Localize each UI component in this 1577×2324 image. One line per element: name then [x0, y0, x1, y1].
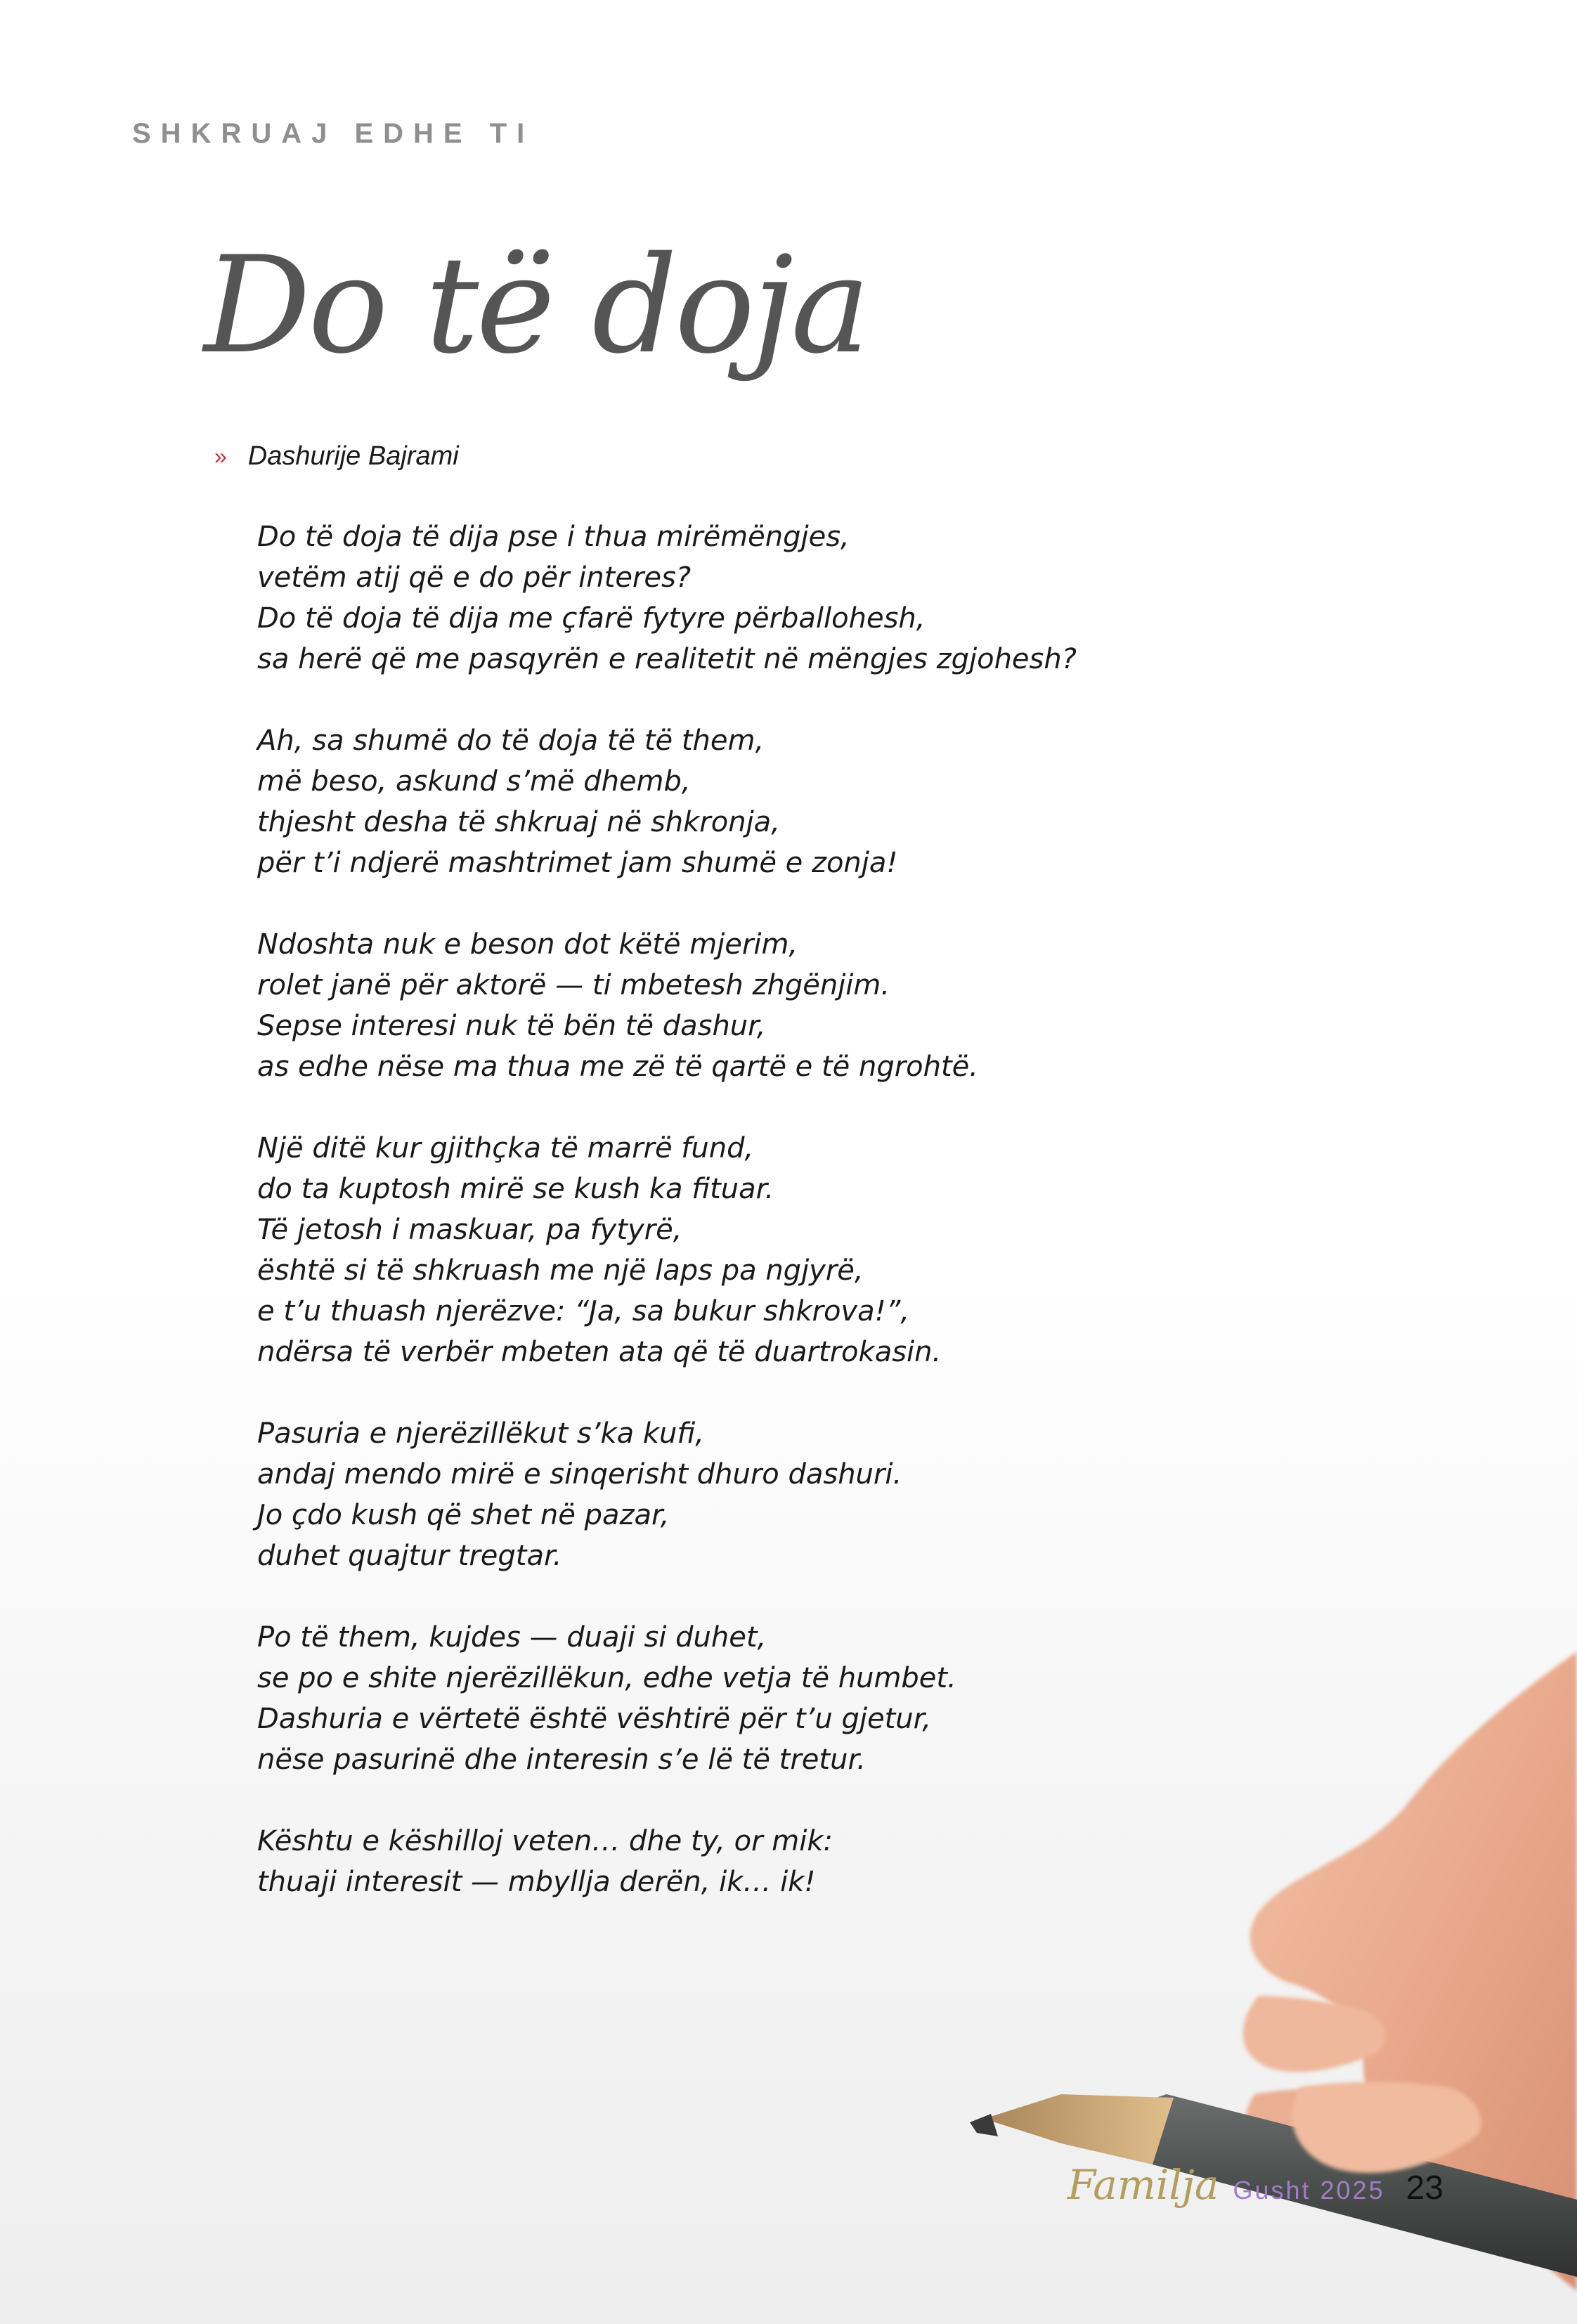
- poem-line: vetëm atij që e do për interes?: [257, 561, 692, 594]
- poem-line: sa herë që me pasqyrën e realitetit në mëngjes zgjohesh?: [257, 643, 1077, 675]
- poem-line: Sepse interesi nuk të bën të dashur,: [257, 1010, 766, 1042]
- poem-line: rolet janë për aktorë — ti mbetesh zhgënjim.: [257, 969, 890, 1001]
- author-name: Dashurije Bajrami: [247, 441, 459, 471]
- poem-title: Do të doja: [204, 228, 868, 383]
- byline-marker-icon: »: [214, 443, 227, 469]
- poem-line: duhet quajtur tregtar.: [257, 1540, 562, 1572]
- author-byline: [214, 441, 459, 472]
- stanza-5: [257, 1413, 1227, 1576]
- section-label: SHKRUAJ EDHE TI: [132, 118, 535, 149]
- poem-line: nëse pasurinë dhe interesin s’e lë të tretur.: [257, 1744, 866, 1776]
- poem-line: Ah, sa shumë do të doja të të them,: [257, 725, 765, 757]
- page-footer: [1067, 2161, 1443, 2209]
- poem-line: ndërsa të verbër mbeten ata që të duartrokasin.: [257, 1336, 942, 1368]
- stanza-3: [257, 924, 1227, 1087]
- issue-date: Gusht 2025: [1233, 2176, 1385, 2205]
- poem-line: Dashuria e vërtetë është vështirë për t’u gjetur,: [257, 1703, 932, 1735]
- poem-line: Një ditë kur gjithçka të marrë fund,: [257, 1132, 754, 1164]
- poem-line: është si të shkruash me një laps pa ngjyrë,: [257, 1254, 864, 1287]
- poem-line: thjesht desha të shkruaj në shkronja,: [257, 806, 780, 838]
- page-number: 23: [1406, 2169, 1443, 2207]
- poem-line: Të jetosh i maskuar, pa fytyrë,: [257, 1214, 682, 1246]
- poem-line: Jo çdo kush që shet në pazar,: [257, 1499, 670, 1531]
- poem-line: Pasuria e njerëzillëkut s’ka kufi,: [257, 1417, 704, 1450]
- poem-line: as edhe nëse ma thua me zë të qartë e të ngrohtë.: [257, 1051, 978, 1083]
- poem-line: Do të doja të dija me çfarë fytyre përballohesh,: [257, 602, 926, 635]
- poem-line: e t’u thuash njerëzve: “Ja, sa bukur shkrova!”,: [257, 1295, 910, 1327]
- poem-line: Po të them, kujdes — duaji si duhet,: [257, 1621, 767, 1654]
- stanza-1: [257, 517, 1227, 680]
- stanza-4: [257, 1128, 1227, 1372]
- poem-line: më beso, askund s’më dhemb,: [257, 765, 691, 798]
- poem-line: se po e shite njerëzillëkun, edhe vetja të humbet.: [257, 1662, 956, 1694]
- poem-line: Ndoshta nuk e beson dot këtë mjerim,: [257, 928, 798, 961]
- hand-pencil-illustration: [970, 1602, 1577, 2324]
- poem-line: Kështu e këshilloj veten… dhe ty, or mik:: [257, 1825, 833, 1857]
- poem-line: thuaji interesit — mbyllja derën, ik… ik!: [257, 1866, 816, 1898]
- magazine-brand-logo: Familja: [1067, 2161, 1219, 2209]
- poem-line: Do të doja të dija pse i thua mirëmëngjes,: [257, 521, 850, 553]
- poem-line: për t’i ndjerë mashtrimet jam shumë e zonja!: [257, 847, 898, 879]
- poem-line: andaj mendo mirë e sinqerisht dhuro dashuri.: [257, 1458, 902, 1491]
- stanza-2: [257, 720, 1227, 883]
- poem-line: do ta kuptosh mirë se kush ka fituar.: [257, 1173, 774, 1205]
